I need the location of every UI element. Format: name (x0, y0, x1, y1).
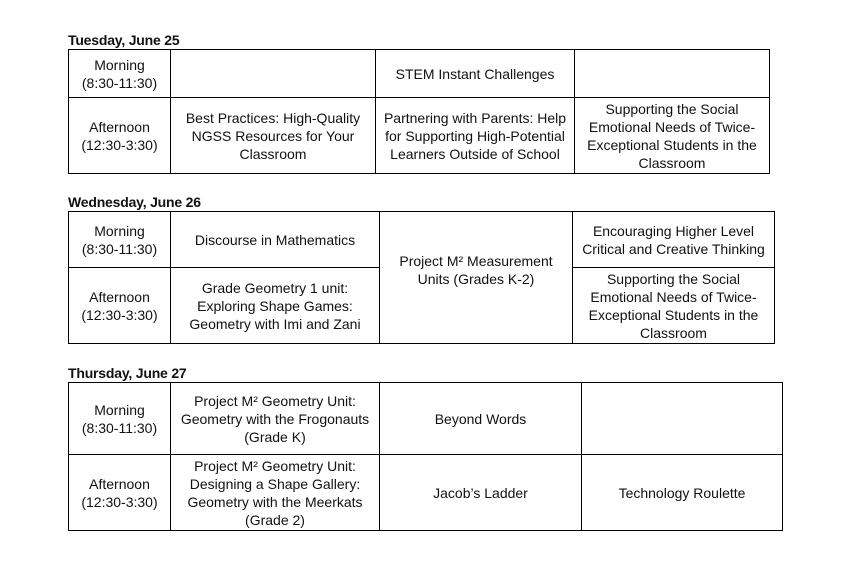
session-cell: Jacob’s Ladder (380, 455, 582, 531)
slot-label: Morning (94, 401, 145, 418)
session-cell: Encouraging Higher Level Critical and Creative Thinking (573, 212, 775, 268)
day-title-thursday: Thursday, June 27 (68, 365, 187, 381)
table-row (69, 383, 783, 455)
slot-time: (12:30-3:30) (81, 136, 158, 153)
table-row (69, 455, 783, 531)
slot-label: Morning (94, 222, 145, 239)
schedule-table-thursday (68, 382, 783, 531)
session-cell (171, 50, 376, 98)
session-cell (582, 383, 783, 455)
table-row (69, 50, 770, 98)
day-title-tuesday: Tuesday, June 25 (68, 32, 180, 48)
slot-time: (12:30-3:30) (81, 306, 158, 323)
session-cell: Beyond Words (380, 383, 582, 455)
session-cell: STEM Instant Challenges (376, 50, 575, 98)
slot-time: (8:30-11:30) (81, 419, 158, 436)
slot-label: Morning (94, 56, 145, 73)
slot-label: Afternoon (89, 475, 150, 492)
slot-label: Afternoon (89, 288, 150, 305)
session-cell (575, 50, 770, 98)
slot-label: Afternoon (89, 118, 150, 135)
session-cell: Project M² Geometry Unit: Designing a Shape Gallery: Geometry with the Meerkats (Grade 2) (171, 455, 380, 531)
time-slot-afternoon (69, 455, 171, 531)
time-slot-afternoon (69, 98, 171, 174)
time-slot-morning (69, 383, 171, 455)
table-row (69, 212, 775, 268)
time-slot-morning (69, 212, 171, 268)
session-cell: Supporting the Social Emotional Needs of Twice-Exceptional Students in the Classroom (575, 98, 770, 174)
session-cell-spanning: Project M² Measurement Units (Grades K-2) (380, 212, 573, 344)
table-row (69, 98, 770, 174)
session-cell: Partnering with Parents: Help for Supporting High-Potential Learners Outside of School (376, 98, 575, 174)
session-cell: Technology Roulette (582, 455, 783, 531)
session-cell: Grade Geometry 1 unit: Exploring Shape Games: Geometry with Imi and Zani (171, 268, 380, 344)
slot-time: (8:30-11:30) (81, 240, 158, 257)
time-slot-afternoon (69, 268, 171, 344)
slot-time: (8:30-11:30) (81, 74, 158, 91)
schedule-table-tuesday (68, 49, 770, 174)
time-slot-morning (69, 50, 171, 98)
day-title-wednesday: Wednesday, June 26 (68, 194, 201, 210)
session-cell: Discourse in Mathematics (171, 212, 380, 268)
schedule-table-wednesday (68, 211, 775, 344)
session-cell: Best Practices: High-Quality NGSS Resources for Your Classroom (171, 98, 376, 174)
session-cell: Supporting the Social Emotional Needs of Twice-Exceptional Students in the Classroom (573, 268, 775, 344)
session-cell: Project M² Geometry Unit: Geometry with the Frogonauts (Grade K) (171, 383, 380, 455)
slot-time: (12:30-3:30) (81, 493, 158, 510)
